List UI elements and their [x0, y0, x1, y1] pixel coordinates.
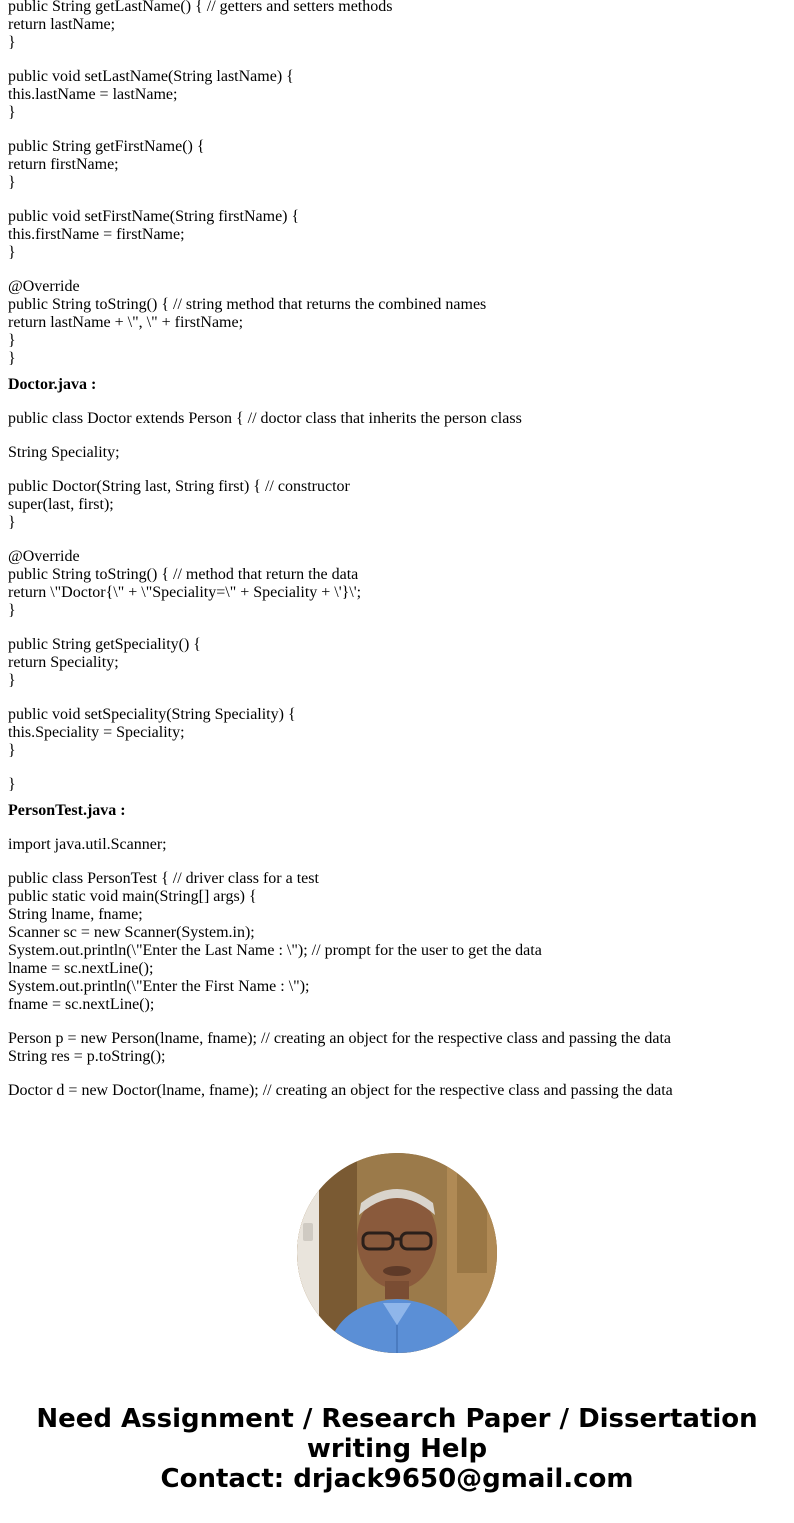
- code-line: public void setSpeciality(String Speciality) {: [8, 706, 296, 723]
- promo-line-1: Need Assignment / Research Paper / Dissertation: [36, 1404, 758, 1434]
- blank-line: [8, 760, 788, 776]
- code-line: lname = sc.nextLine();: [8, 960, 154, 977]
- code-line: return \"Doctor{\" + \"Speciality=\" + Speciality + \'}\';: [8, 584, 362, 601]
- code-line: }: [8, 602, 16, 619]
- code-line: }: [8, 34, 16, 51]
- blank-line: [8, 620, 788, 636]
- code-line: String res = p.toString();: [8, 1048, 166, 1065]
- code-line: System.out.println(\"Enter the First Name : \");: [8, 978, 310, 995]
- code-line: }: [8, 244, 16, 261]
- code-line: Person p = new Person(lname, fname); // creating an object for the respective class and passing the data: [8, 1030, 672, 1047]
- code-line: public class PersonTest { // driver class for a test: [8, 870, 319, 887]
- promo-line-2: writing Help: [306, 1434, 488, 1464]
- code-line: Scanner sc = new Scanner(System.in);: [8, 924, 255, 941]
- code-line: fname = sc.nextLine();: [8, 996, 155, 1013]
- code-line: }: [8, 742, 16, 759]
- code-line: public String getLastName() { // getters and setters methods: [8, 0, 393, 15]
- code-line: public Doctor(String last, String first) { // constructor: [8, 478, 350, 495]
- code-line: Doctor d = new Doctor(lname, fname); // creating an object for the respective class and passing the data: [8, 1082, 673, 1099]
- blank-line: [8, 122, 788, 138]
- code-line: public String toString() { // string method that returns the combined names: [8, 296, 487, 313]
- code-line: return Speciality;: [8, 654, 119, 671]
- code-line: }: [8, 350, 16, 367]
- code-line: this.firstName = firstName;: [8, 226, 185, 243]
- code-line: }: [8, 332, 16, 349]
- promo-banner: [0, 1404, 794, 1494]
- code-line: public void setLastName(String lastName) {: [8, 68, 294, 85]
- code-line: public void setFirstName(String firstName) {: [8, 208, 300, 225]
- code-document: [8, 0, 788, 1100]
- code-line: public String getSpeciality() {: [8, 636, 201, 653]
- persontest-import-line: import java.util.Scanner;: [8, 836, 167, 853]
- code-line: return lastName;: [8, 16, 116, 33]
- blank-line: [8, 262, 788, 278]
- blank-line: [8, 532, 788, 548]
- code-line: @Override: [8, 548, 80, 565]
- author-photo-illustration: [297, 1153, 497, 1353]
- code-line: @Override: [8, 278, 80, 295]
- spacer: [8, 854, 788, 870]
- doctor-java-code: [8, 410, 788, 794]
- code-line: return firstName;: [8, 156, 119, 173]
- code-line: public static void main(String[] args) {: [8, 888, 257, 905]
- persontest-java-code: [8, 870, 788, 1100]
- blank-line: [8, 428, 788, 444]
- code-line: this.Speciality = Speciality;: [8, 724, 185, 741]
- code-line: }: [8, 174, 16, 191]
- code-line: System.out.println(\"Enter the Last Name : \"); // prompt for the user to get the data: [8, 942, 542, 959]
- code-line: }: [8, 776, 16, 793]
- blank-line: [8, 192, 788, 208]
- blank-line: [8, 462, 788, 478]
- blank-line: [8, 690, 788, 706]
- code-line: }: [8, 672, 16, 689]
- promo-line-3: Contact: drjack9650@gmail.com: [160, 1464, 634, 1494]
- doctor-java-heading: Doctor.java :: [8, 376, 97, 393]
- code-line: public class Doctor extends Person { // doctor class that inherits the person class: [8, 410, 522, 427]
- code-line: String lname, fname;: [8, 906, 143, 923]
- code-line: }: [8, 104, 16, 121]
- code-line: public String toString() { // method that return the data: [8, 566, 359, 583]
- person-java-tail: [8, 0, 788, 368]
- code-line: return lastName + \", \" + firstName;: [8, 314, 244, 331]
- code-line: public String getFirstName() {: [8, 138, 205, 155]
- code-line: this.lastName = lastName;: [8, 86, 178, 103]
- blank-line: [8, 1014, 788, 1030]
- author-avatar: [297, 1153, 497, 1353]
- blank-line: [8, 1066, 788, 1082]
- code-line: String Speciality;: [8, 444, 120, 461]
- blank-line: [8, 52, 788, 68]
- code-line: }: [8, 514, 16, 531]
- persontest-java-heading: PersonTest.java :: [8, 802, 126, 819]
- code-line: super(last, first);: [8, 496, 114, 513]
